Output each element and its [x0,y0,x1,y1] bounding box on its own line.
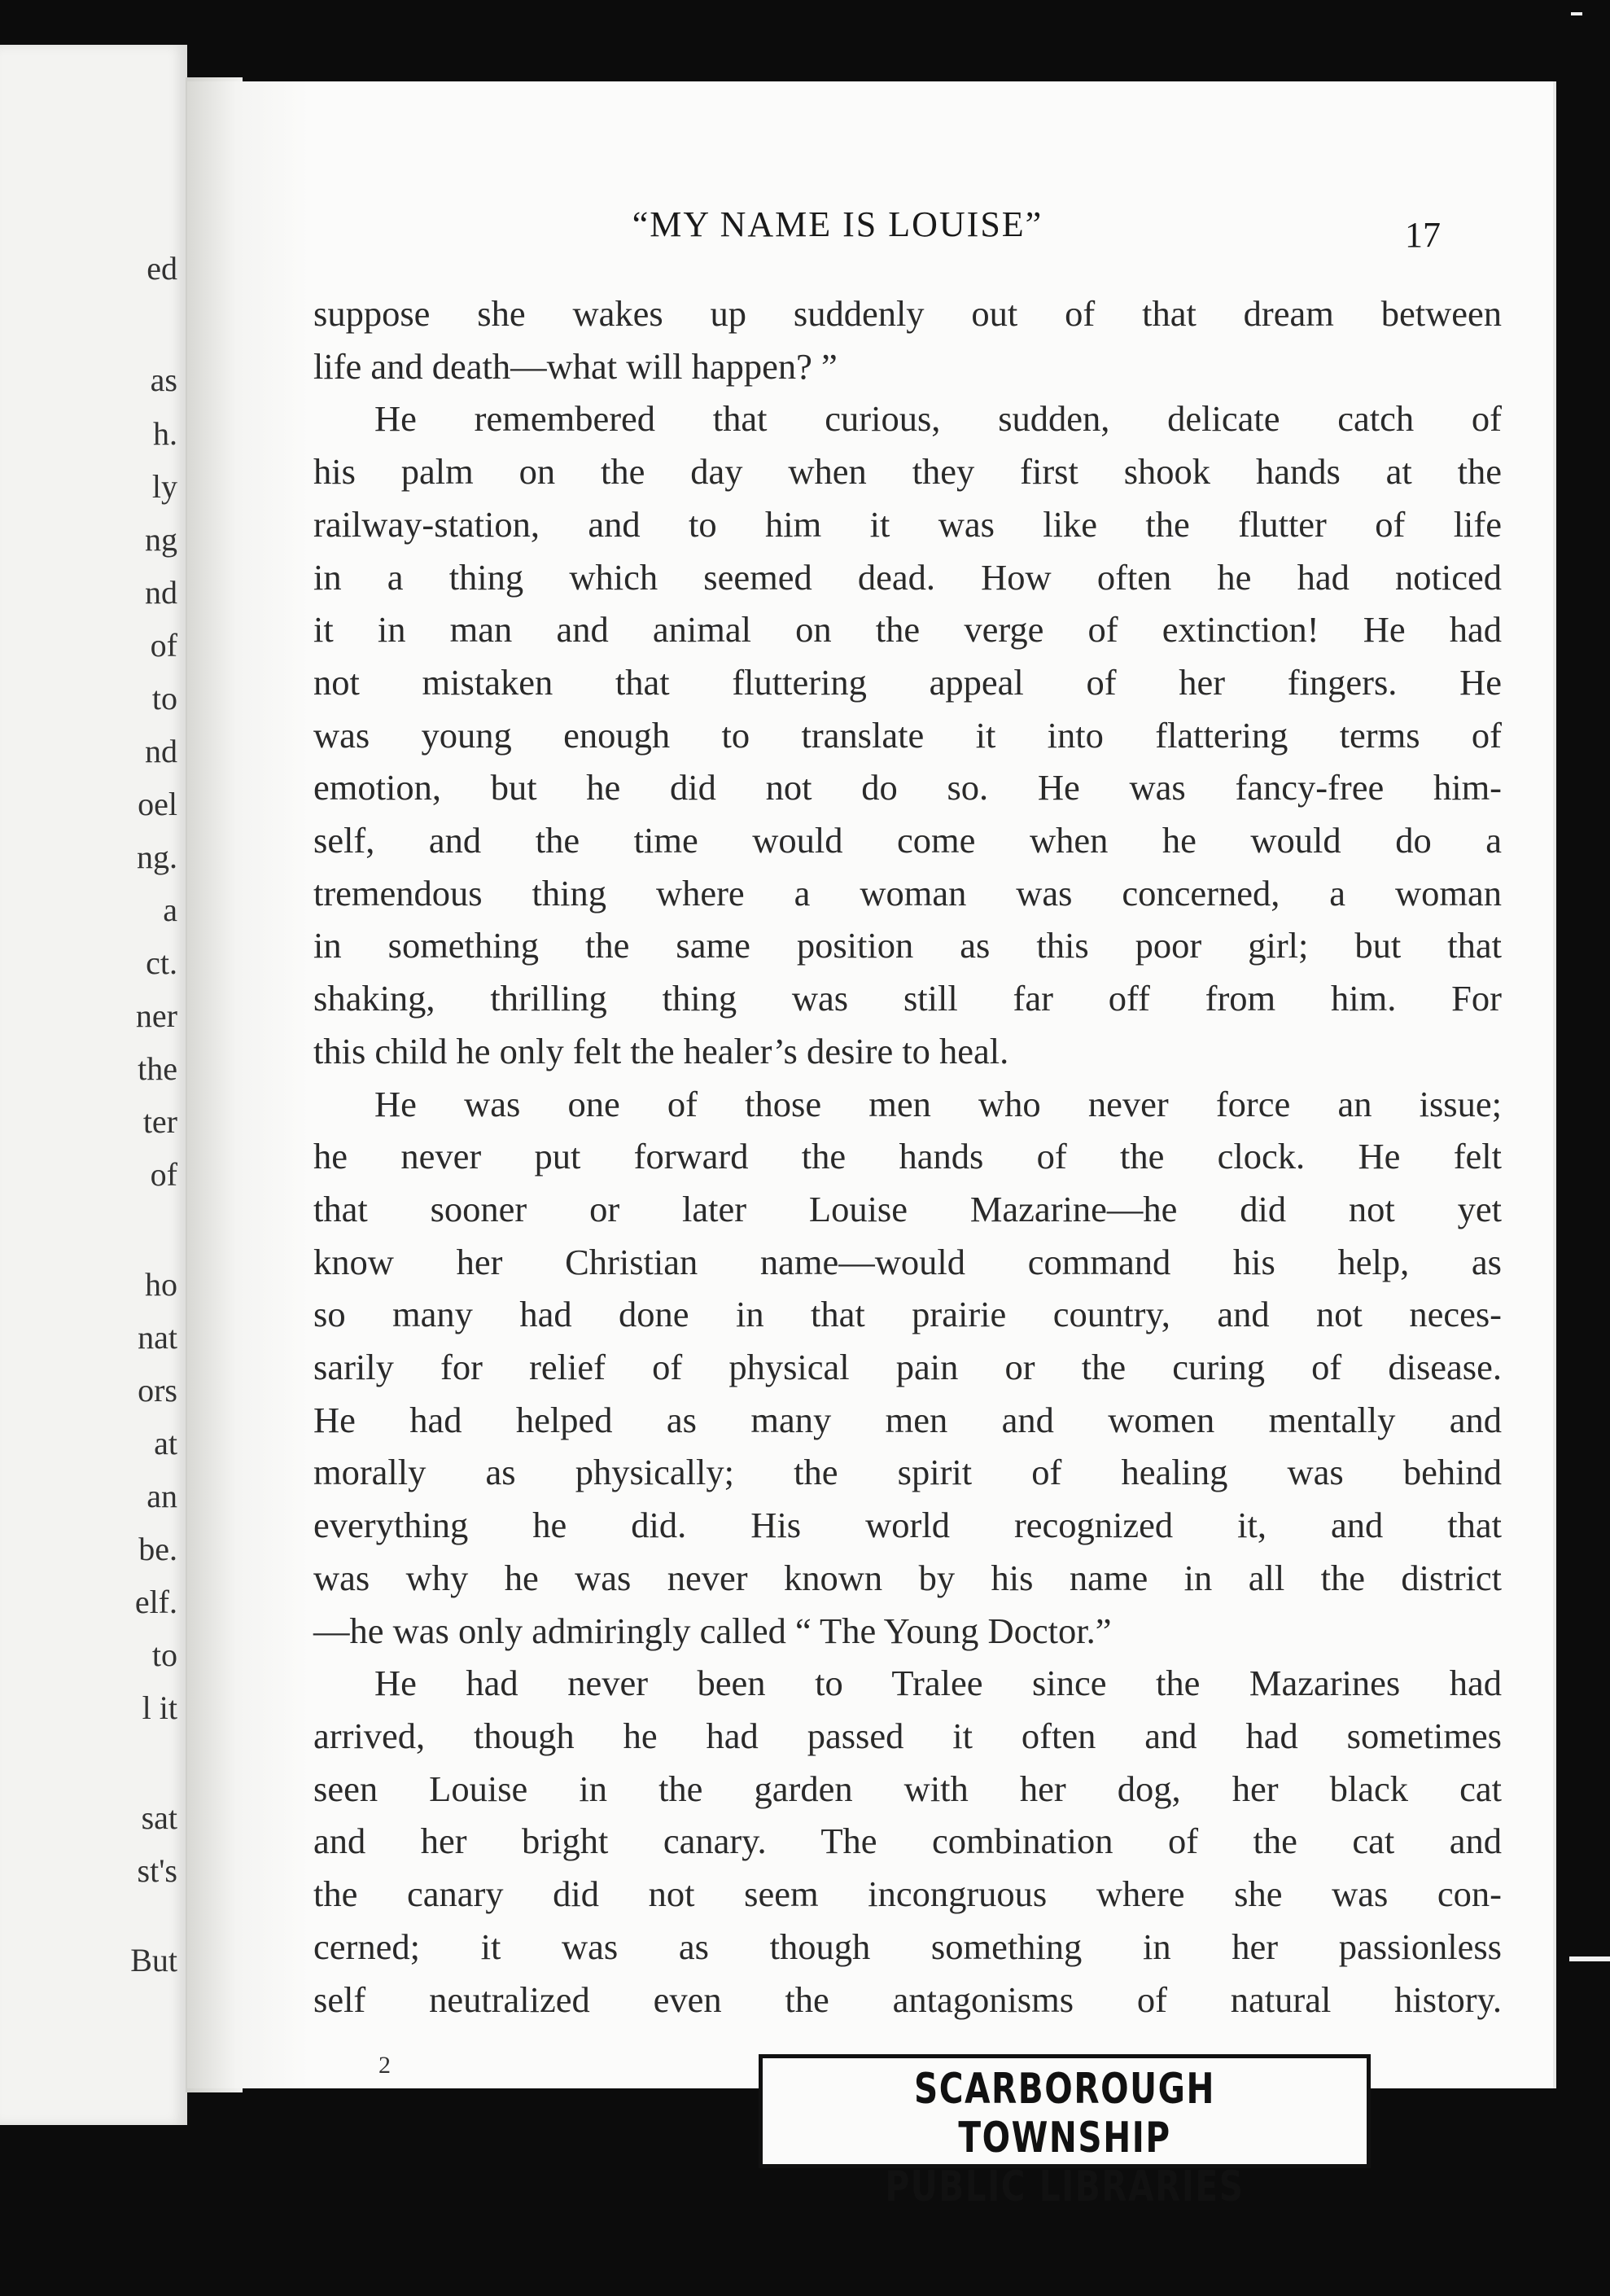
body-text [313,287,1502,2026]
left-page-fragment: sat [141,1799,177,1836]
left-page-fragment: ly [151,468,177,505]
text-line: suppose she wakes up suddenly out of that dream between [313,293,1502,334]
text-line: self, and the time would come when he would do a [313,820,1502,861]
left-facing-page [0,45,187,2125]
left-page-fragment: elf. [134,1584,177,1620]
stamp-line-1: SCARBOROUGH TOWNSHIP [913,2065,1216,2162]
text-line: emotion, but he did not do so. He was fancy-free him- [313,767,1502,808]
text-line: He was one of those men who never force an issue; [374,1083,1502,1124]
left-page-fragment: nat [138,1319,177,1356]
left-page-fragment: of [150,627,177,664]
text-line: life and death—what will happen? ” [313,345,838,387]
left-page-fragment: ng. [137,839,177,875]
text-line: —he was only admiringly called “ The Young Doctor.” [313,1610,1112,1651]
left-page-fragment: ct. [146,944,177,981]
left-page-fragment: of [150,1156,177,1193]
left-page-fragment: But [130,1942,177,1978]
left-page-fragment: to [151,1637,177,1673]
text-line: He had helped as many men and women mentally and [313,1399,1502,1440]
text-line: know her Christian name—would command his help, as [313,1241,1502,1282]
left-page-fragment: nd [145,574,177,611]
running-head [187,204,1553,245]
text-line: seen Louise in the garden with her dog, her black cat [313,1768,1502,1809]
book-page [187,81,1556,2088]
library-stamp [759,2054,1371,2211]
left-page-fragment: ors [138,1372,177,1409]
text-line: was why he was never known by his name in all the district [313,1557,1502,1598]
left-page-fragment: to [151,680,177,716]
left-page-fragment: h. [153,415,177,452]
text-line: in a thing which seemed dead. How often he had noticed [313,556,1502,598]
text-line: this child he only felt the healer’s desire to heal. [313,1030,1009,1071]
left-page-fragment: oel [138,786,177,822]
text-line: everything he did. His world recognized it, and that [313,1505,1502,1546]
text-line: cerned; it was as though something in her passionless [313,1926,1502,1967]
left-page-fragment: ng [145,521,177,558]
left-page-fragment: be. [138,1531,177,1567]
left-page-fragment: ter [142,1103,177,1140]
text-line: tremendous thing where a woman was concerned, a woman [313,872,1502,914]
text-line: He remembered that curious, sudden, delicate catch of [374,398,1502,440]
left-page-fragment: ed [147,250,177,287]
text-line: railway-station, and to him it was like the flutter of life [313,503,1502,545]
signature-mark: 2 [378,2052,391,2079]
text-line: in something the same position as this poor girl; but that [313,925,1502,966]
left-page-fragment: nd [145,733,177,769]
text-line: not mistaken that fluttering appeal of her fingers. He [313,661,1502,703]
text-line: that sooner or later Louise Mazarine—he did not yet [313,1188,1502,1229]
text-line: shaking, thrilling thing was still far off from him. For [313,978,1502,1019]
left-page-fragment: the [138,1050,177,1087]
scan-artifact [1571,12,1582,15]
text-line: was young enough to translate it into flattering terms of [313,714,1502,756]
left-page-fragment: ner [135,997,177,1034]
page-number: 17 [1405,215,1441,255]
left-page-fragment: as [150,361,177,398]
text-line: his palm on the day when they first shook hands at the [313,451,1502,493]
text-line: and her bright canary. The combination of the cat and [313,1821,1502,1862]
text-line: sarily for relief of physical pain or the curing of disease. [313,1347,1502,1388]
left-page-fragment: at [154,1425,177,1461]
stamp-line-2: PUBLIC LIBRARIES [885,2162,1245,2211]
left-page-fragment: a [163,892,177,928]
text-line: self neutralized even the antagonisms of natural history. [313,1978,1502,2020]
text-line: it in man and animal on the verge of extinction! He had [313,609,1502,651]
left-page-fragment: ho [145,1266,177,1303]
text-line: arrived, though he had passed it often and had sometimes [313,1715,1502,1756]
left-page-fragment: st's [137,1852,177,1889]
text-line: the canary did not seem incongruous where she was con- [313,1873,1502,1915]
text-line: morally as physically; the spirit of healing was behind [313,1452,1502,1493]
left-page-fragment: l it [142,1689,177,1726]
running-head-title: “MY NAME IS LOUISE” [632,204,1043,244]
text-line: he never put forward the hands of the clock. He felt [313,1136,1502,1177]
text-line: He had never been to Tralee since the Mazarines had [374,1663,1502,1704]
left-page-fragment: an [147,1478,177,1514]
text-line: so many had done in that prairie country, and not neces- [313,1294,1502,1335]
scan-artifact [1569,1956,1610,1961]
